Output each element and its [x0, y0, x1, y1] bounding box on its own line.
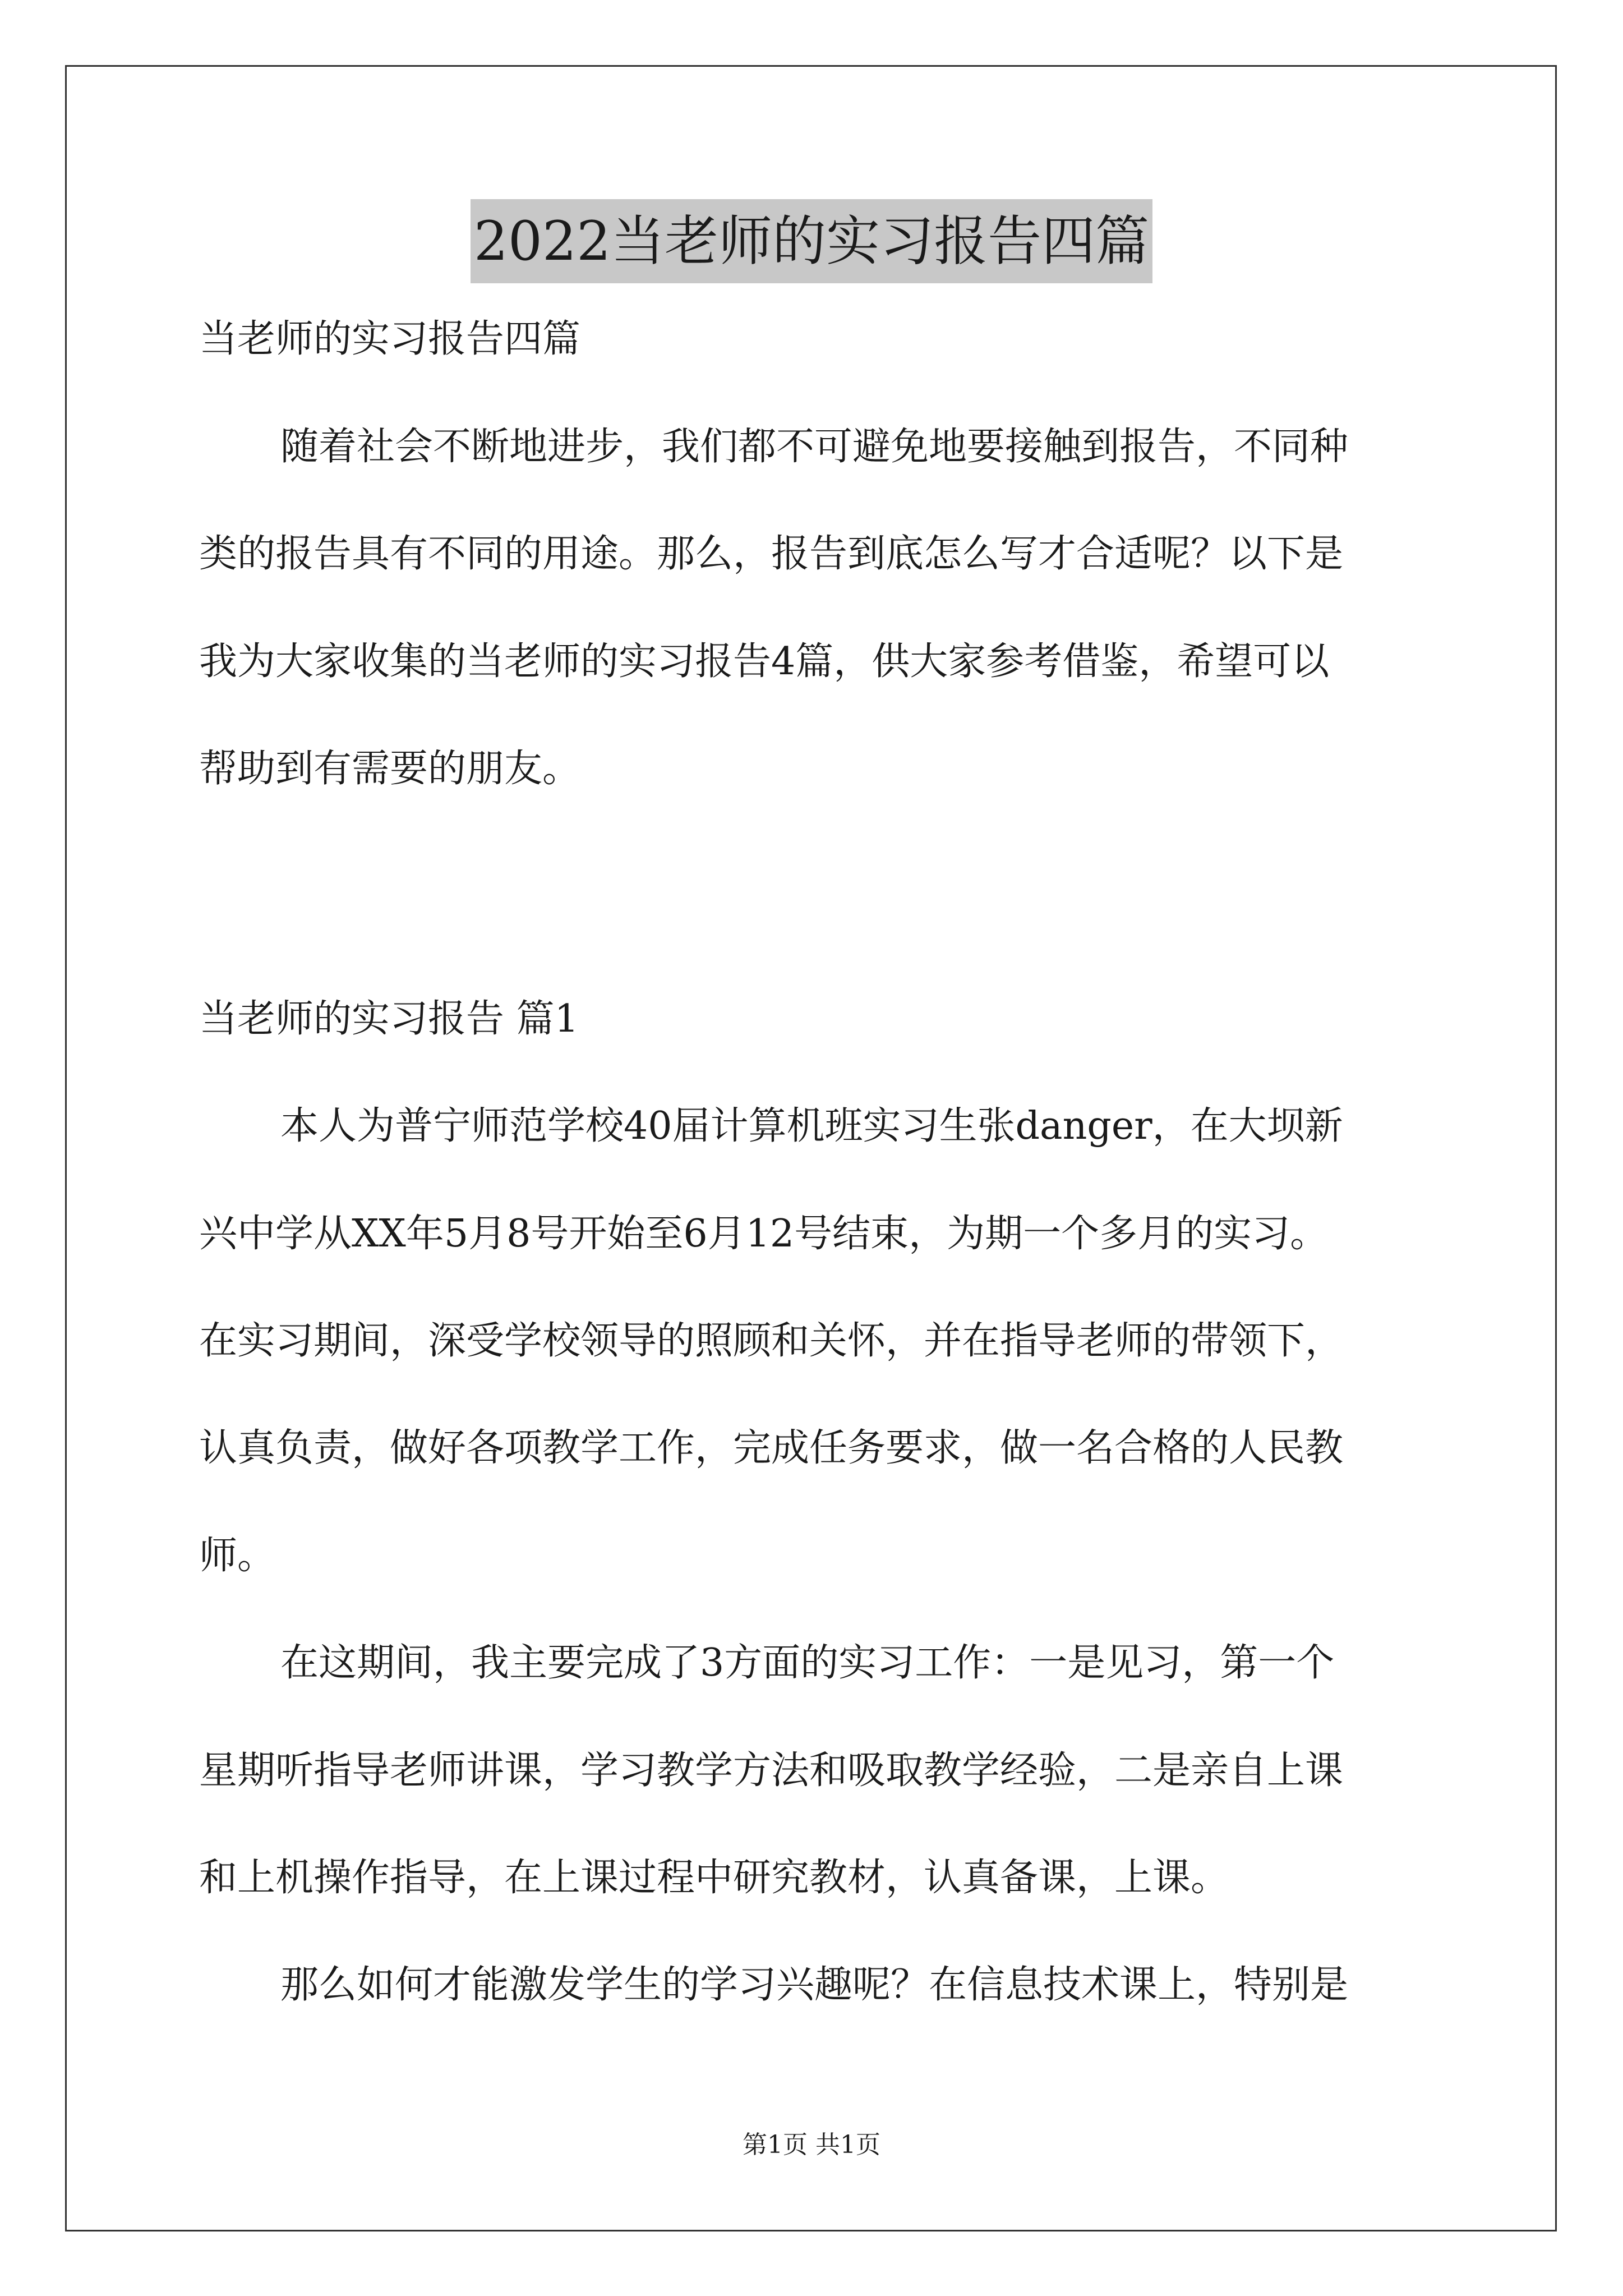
- section-heading: 当老师的实习报告 篇1: [199, 997, 579, 1041]
- section-paragraph-line: 师。: [199, 1534, 276, 1578]
- section-paragraph-line: 和上机操作指导，在上课过程中研究教材，认真备课，上课。: [199, 1856, 1229, 1900]
- section-paragraph-line: 星期听指导老师讲课，学习教学方法和吸取教学经验，二是亲自上课: [199, 1749, 1344, 1793]
- intro-line-1: 随着社会不断地进步，我们都不可避免地要接触到报告，不同种: [280, 425, 1349, 469]
- intro-line-3: 我为大家收集的当老师的实习报告4篇，供大家参考借鉴，希望可以: [199, 639, 1330, 684]
- section-paragraph-line: 认真负责，做好各项教学工作，完成任务要求，做一名合格的人民教: [199, 1426, 1344, 1470]
- document-subtitle: 当老师的实习报告四篇: [199, 317, 581, 361]
- intro-line-2: 类的报告具有不同的用途。那么，报告到底怎么写才合适呢？以下是: [199, 532, 1344, 576]
- document-title-text: 2022当老师的实习报告四篇: [471, 199, 1152, 283]
- section-paragraph-line: 在实习期间，深受学校领导的照顾和关怀，并在指导老师的带领下，: [199, 1319, 1344, 1363]
- section-paragraph-line: 本人为普宁师范学校40届计算机班实习生张danger，在大坝新: [280, 1104, 1343, 1148]
- section-paragraph-line: 兴中学从XX年5月8号开始至6月12号结束，为期一个多月的实习。: [199, 1212, 1329, 1256]
- page-footer: 第1页 共1页: [743, 2131, 880, 2159]
- intro-line-4: 帮助到有需要的朋友。: [199, 747, 581, 791]
- section-paragraph-line: 那么如何才能激发学生的学习兴趣呢？在信息技术课上，特别是: [280, 1963, 1349, 2007]
- document-title: [0, 199, 1623, 283]
- section-paragraph-line: 在这期间，我主要完成了3方面的实习工作：一是见习，第一个: [280, 1641, 1335, 1685]
